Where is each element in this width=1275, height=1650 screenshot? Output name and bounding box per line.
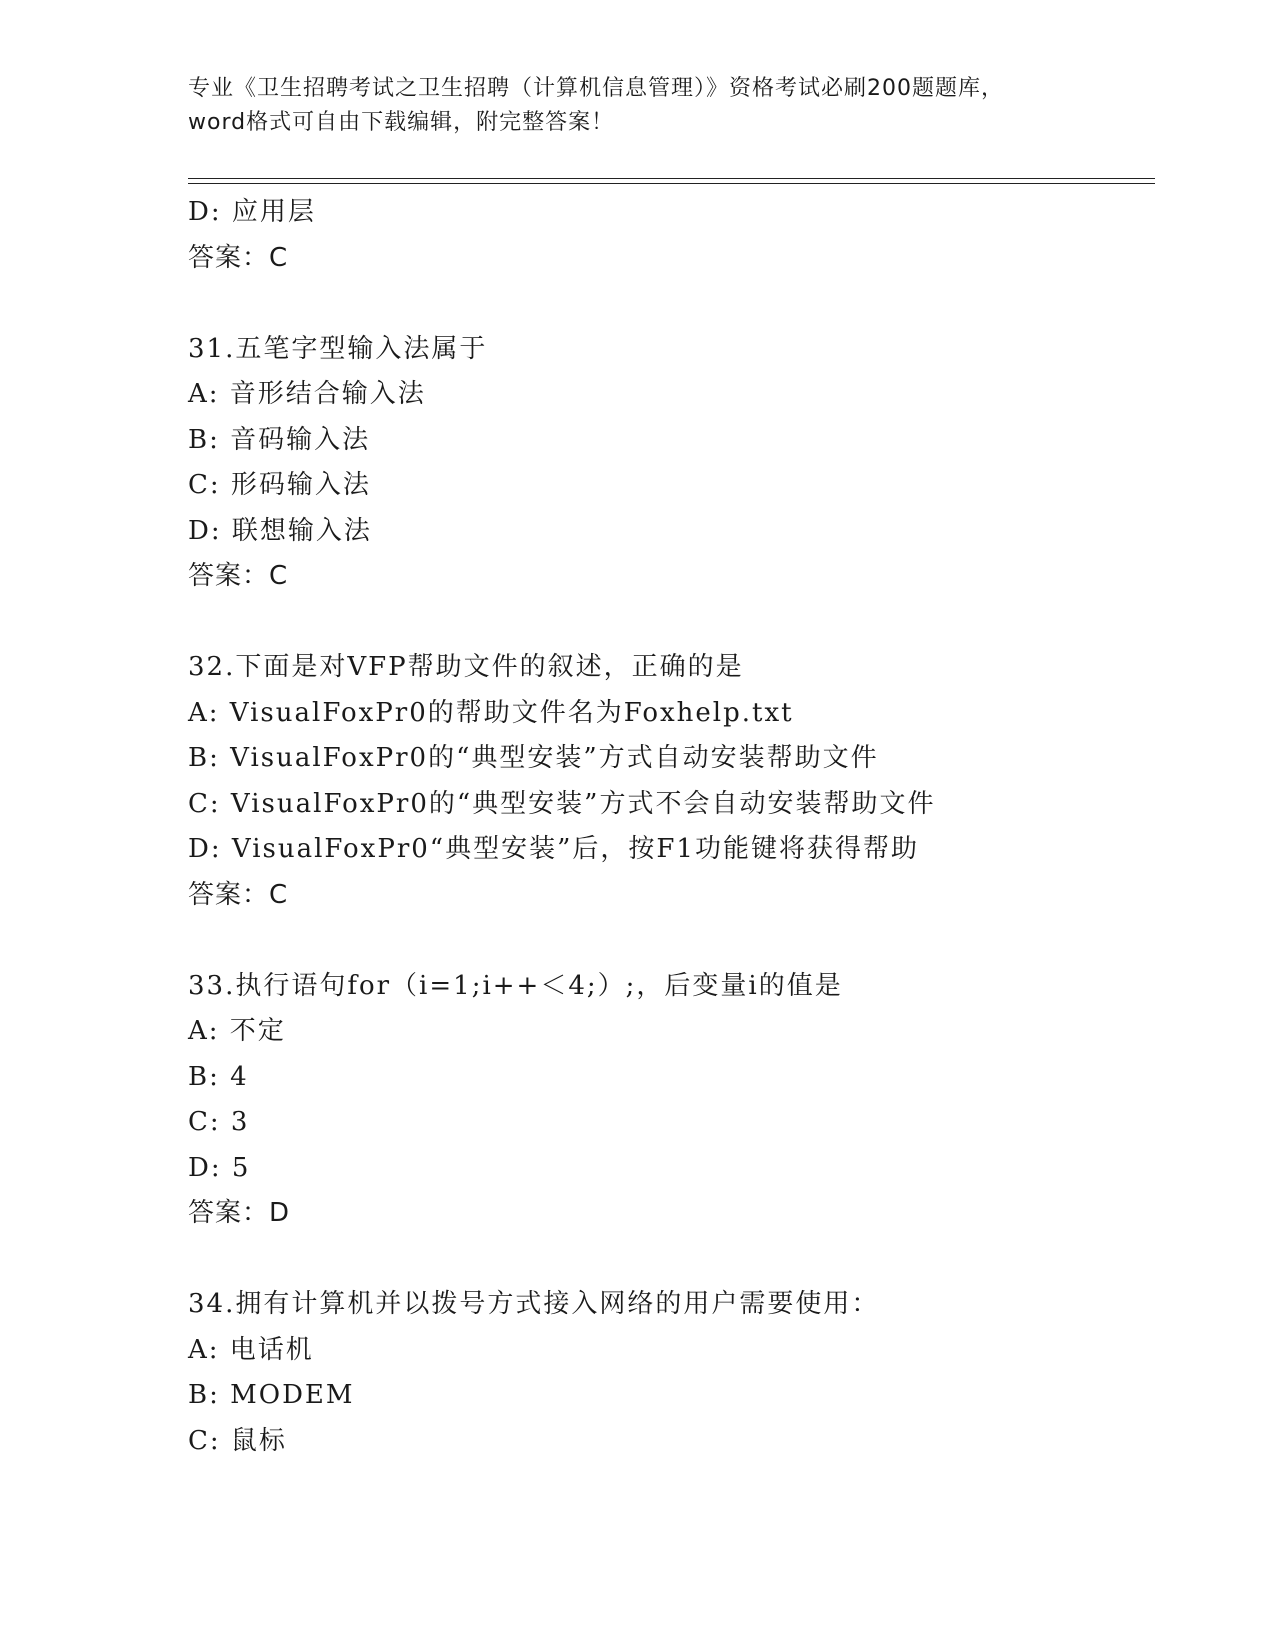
- answer: 答案：C: [188, 879, 289, 910]
- option-a: A: 电话机: [188, 1334, 314, 1365]
- option-d: D: 联想输入法: [188, 515, 372, 546]
- document-header: [188, 72, 1088, 140]
- option-c: C: 形码输入法: [188, 470, 371, 500]
- option-b: B: VisualFoxPr0的“典型安装”方式自动安装帮助文件: [188, 743, 879, 773]
- question-stem-34: 34.拥有计算机并以拨号方式接入网络的用户需要使用：: [188, 1289, 880, 1319]
- option-a: A: 不定: [188, 1016, 286, 1046]
- spacer: [188, 600, 1155, 646]
- option-b: B: MODEM: [188, 1380, 355, 1410]
- answer: 答案：D: [188, 1198, 291, 1228]
- header-line-2: word格式可自由下载编辑，附完整答案！: [188, 110, 615, 135]
- option-d: D: VisualFoxPr0“典型安装”后，按F1功能键将获得帮助: [188, 834, 919, 864]
- option-a: A: 音形结合输入法: [188, 379, 426, 409]
- option-b: B: 4: [188, 1061, 249, 1092]
- option-c: C: VisualFoxPr0的“典型安装”方式不会自动安装帮助文件: [188, 788, 936, 819]
- question-stem-33: 33.执行语句for（i=1;i++＜4;）;，后变量i的值是: [188, 970, 843, 1001]
- option-b: B: 音码输入法: [188, 424, 371, 455]
- option-a: A: VisualFoxPr0的帮助文件名为Foxhelp.txt: [188, 697, 794, 728]
- question-list: [188, 190, 1155, 1464]
- header-line-1: 专业《卫生招聘考试之卫生招聘（计算机信息管理）》资格考试必刷200题题库，: [188, 76, 1004, 101]
- spacer: [188, 918, 1155, 964]
- option-d: D: 5: [188, 1152, 251, 1183]
- answer: 答案：C: [188, 242, 289, 273]
- header-divider-bottom: [188, 183, 1155, 184]
- option-d: D: 应用层: [188, 197, 316, 227]
- question-stem-31: 31.五笔字型输入法属于: [188, 333, 488, 364]
- answer: 答案：C: [188, 561, 289, 591]
- option-c: C: 鼠标: [188, 1425, 287, 1456]
- question-stem-32: 32.下面是对VFP帮助文件的叙述，正确的是: [188, 652, 744, 682]
- spacer: [188, 281, 1155, 327]
- option-c: C: 3: [188, 1107, 250, 1137]
- header-divider-top: [188, 178, 1155, 179]
- spacer: [188, 1237, 1155, 1283]
